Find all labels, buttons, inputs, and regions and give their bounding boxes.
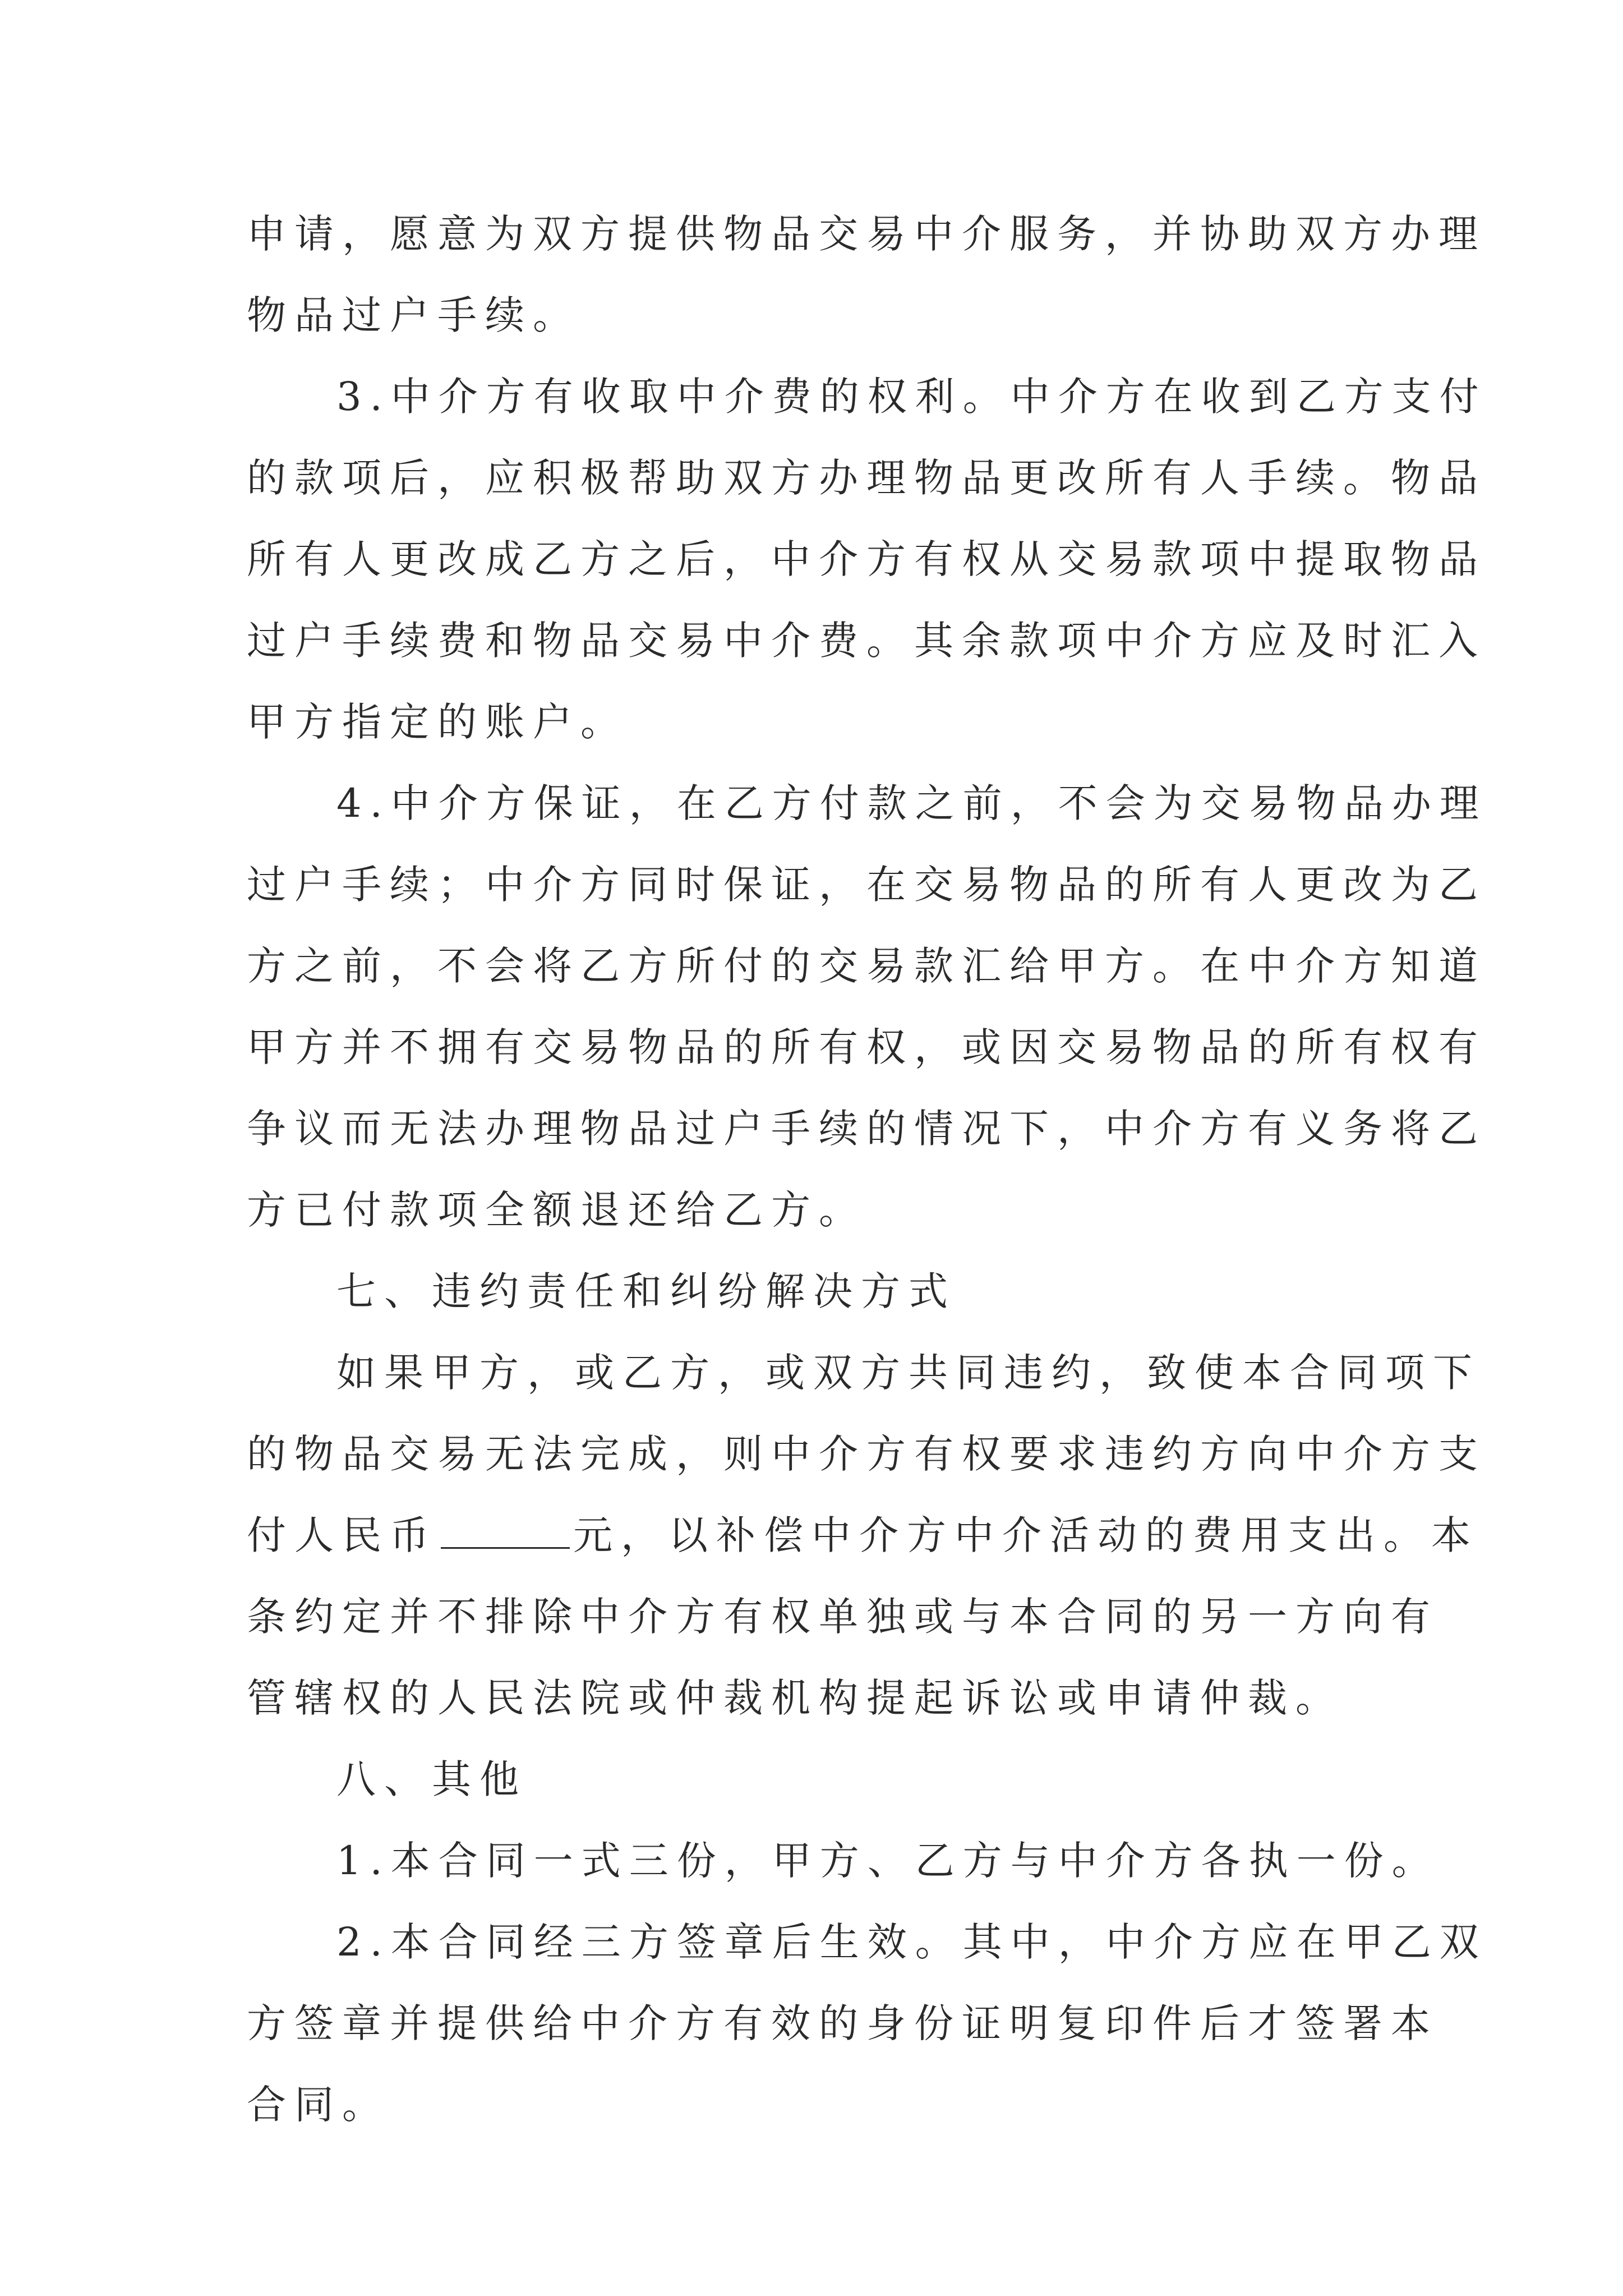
text-line: 方签章并提供给中介方有效的身份证明复印件后才签署本 — [247, 2000, 1438, 2046]
contract-text — [247, 194, 1487, 2146]
text-line: 争议而无法办理物品过户手续的情况下，中介方有义务将乙 — [247, 1106, 1486, 1152]
clause-8-2-start: 2.本合同经三方签章后生效。其中，中介方应在甲乙双 — [336, 1919, 1487, 1965]
text-line: 的款项后，应积极帮助双方办理物品更改所有人手续。物品 — [247, 455, 1486, 501]
clause-3-start: 3.中介方有收取中介费的权利。中介方在收到乙方支付 — [336, 374, 1487, 420]
text-line: 管辖权的人民法院或仲裁机构提起诉讼或申请仲裁。 — [247, 1675, 1343, 1721]
text-line: 合同。 — [247, 2082, 390, 2128]
text-fragment: 元，以补偿中介方中介活动的费用支出。本 — [573, 1512, 1479, 1558]
text-line: 过户手续费和物品交易中介费。其余款项中介方应及时汇入 — [247, 618, 1486, 664]
clause-8-1: 1.本合同一式三份，甲方、乙方与中介方各执一份。 — [336, 1838, 1440, 1884]
amount-blank — [441, 1512, 570, 1549]
clause-4-start: 4.中介方保证，在乙方付款之前，不会为交易物品办理 — [336, 780, 1487, 826]
text-fragment: 付人民币 — [247, 1512, 437, 1558]
text-line: 条约定并不排除中介方有权单独或与本合同的另一方向有 — [247, 1594, 1438, 1640]
text-line: 过户手续；中介方同时保证，在交易物品的所有人更改为乙 — [247, 862, 1486, 908]
text-line: 所有人更改成乙方之后，中介方有权从交易款项中提取物品 — [247, 536, 1486, 582]
text-line-with-blank — [247, 1495, 1479, 1576]
text-line: 物品过户手续。 — [247, 292, 580, 338]
text-line: 如果甲方，或乙方，或双方共同违约，致使本合同项下 — [336, 1350, 1481, 1396]
text-line: 方已付款项全额退还给乙方。 — [247, 1187, 866, 1233]
text-line: 方之前，不会将乙方所付的交易款汇给甲方。在中介方知道 — [247, 943, 1486, 989]
text-line: 甲方指定的账户。 — [247, 699, 628, 745]
text-line: 申请，愿意为双方提供物品交易中介服务，并协助双方办理 — [247, 211, 1486, 257]
section-8-heading: 八、其他 — [336, 1756, 527, 1802]
text-line: 的物品交易无法完成，则中介方有权要求违约方向中介方支 — [247, 1431, 1486, 1477]
section-7-heading: 七、违约责任和纠纷解决方式 — [336, 1268, 956, 1314]
text-line: 甲方并不拥有交易物品的所有权，或因交易物品的所有权有 — [247, 1024, 1486, 1070]
